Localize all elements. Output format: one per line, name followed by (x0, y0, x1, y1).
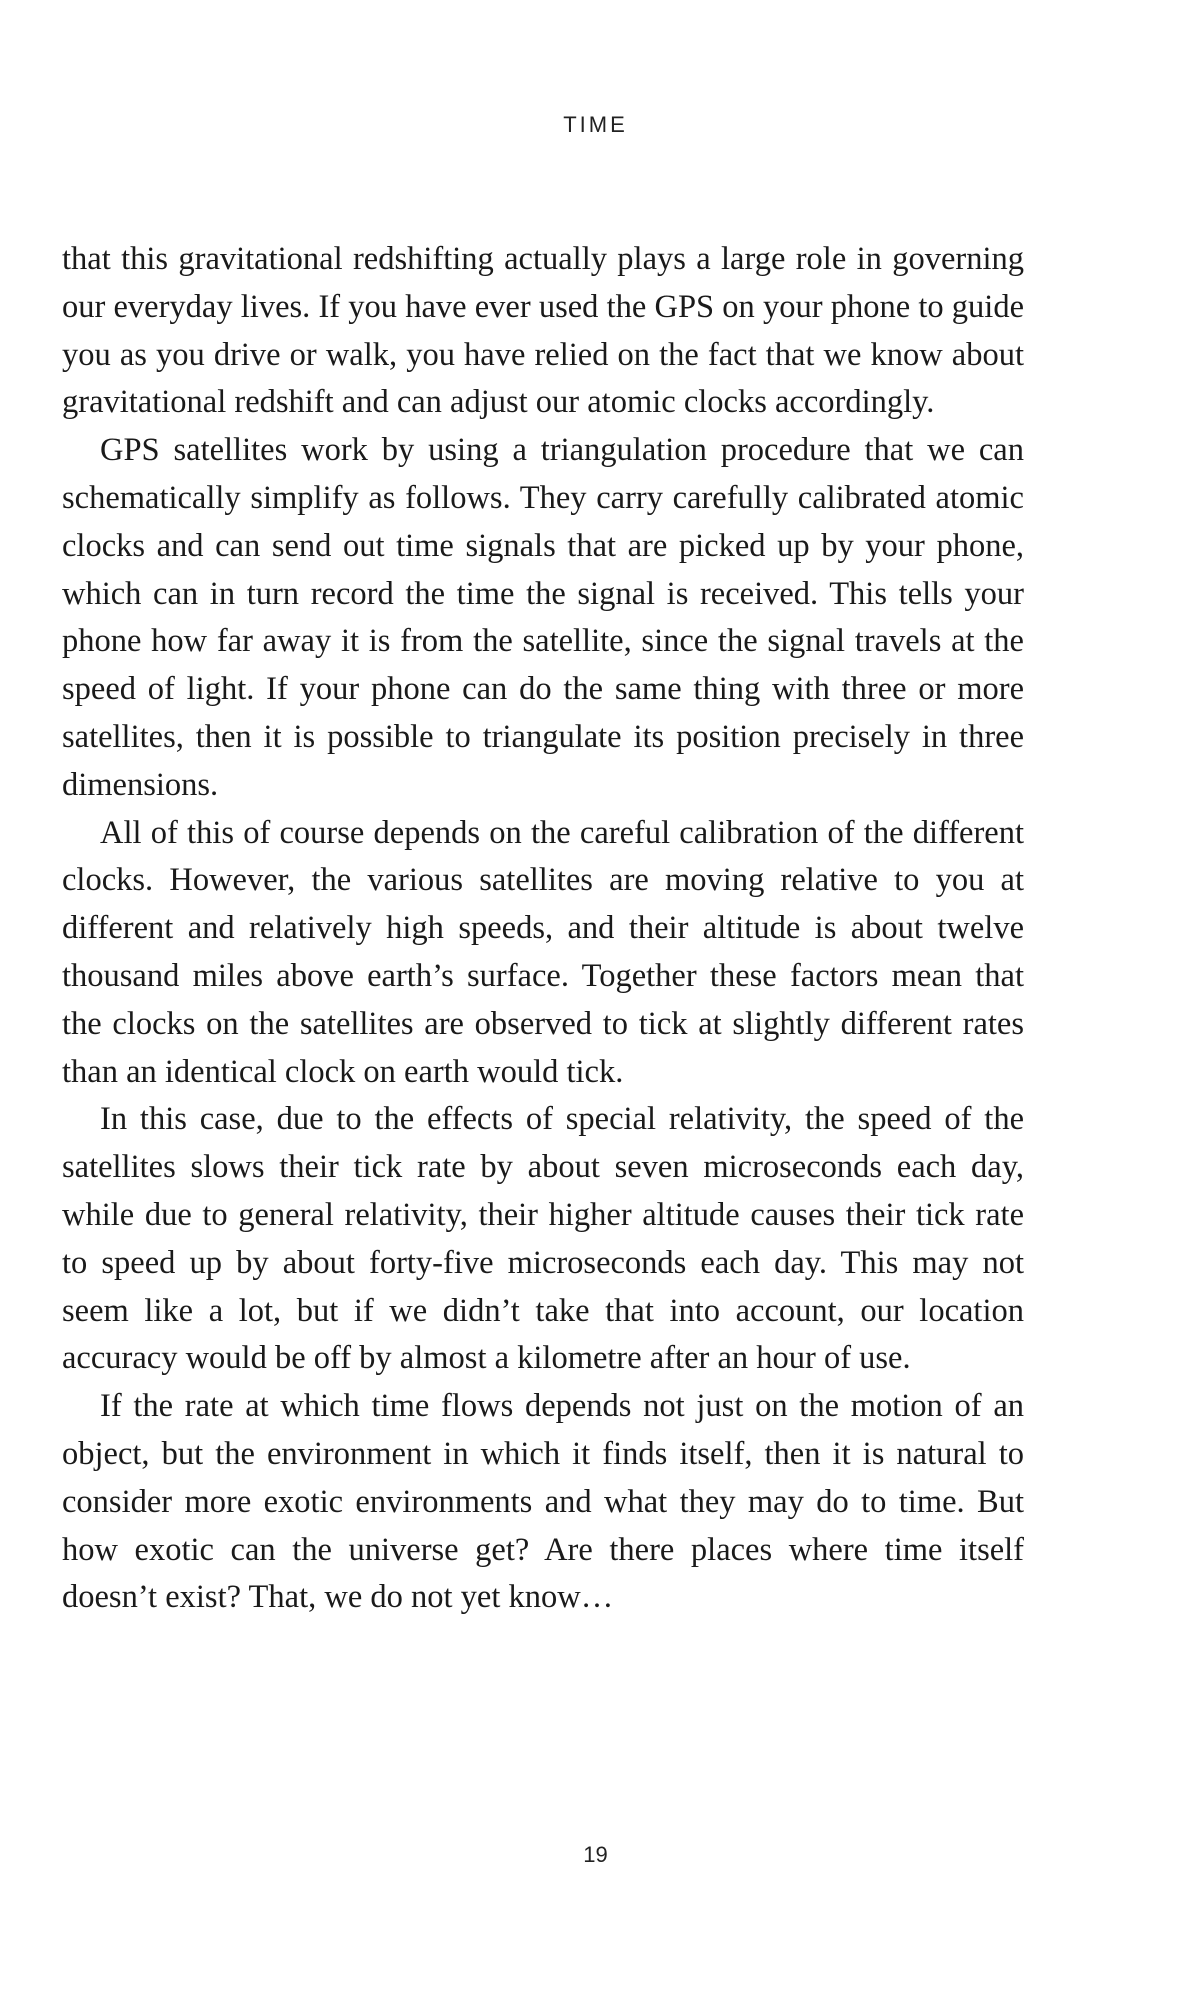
paragraph-gps-triangulation: GPS satellites work by using a triangulation procedure that we can schematically simplify as follows. They carry carefully calibrated atomic clocks and can send out time signals that are picked up by your phone, which can in turn record the time the signal is received. This tells your phone how far away it is from the satellite, since the signal travels at the speed of light. If your phone can do the same thing with three or more satellites, then it is possible to triangulate its position precisely in three dimensions. (62, 432, 1024, 803)
paragraph-exotic-environments: If the rate at which time flows depends not just on the motion of an object, but the environment in which it finds itself, then it is natural to consider more exotic environments and what they may do to time. But how exotic can the universe get? Are there places where time itself doesn’t exist? That, we do not yet know… (62, 1388, 1024, 1616)
running-head: TIME (563, 112, 628, 137)
page-number: 19 (583, 1842, 608, 1867)
paragraph-continuation: that this gravitational redshifting actually plays a large role in governing our everyday lives. If you have ever used the GPS on your phone to guide you as you drive or walk, you have relied on the fact that we know about gravitational redshift and can adjust our atomic clocks accordingly. (62, 241, 1024, 421)
paragraph-clock-calibration: All of this of course depends on the careful calibration of the different clocks. However, the various satellites are moving relative to you at different and relatively high speeds, and their altitude is about twelve thousand miles above earth’s surface. Together these factors mean that the clocks on the satellites are observed to tick at slightly different rates than an identical clock on earth would tick. (62, 814, 1024, 1090)
paragraph-relativity-effects: In this case, due to the effects of special relativity, the speed of the satellites slows their tick rate by about seven microseconds each day, while due to general relativity, their higher altitude causes their tick rate to speed up by about forty-five microseconds each day. This may not seem like a lot, but if we didn’t take that into account, our location accuracy would be off by almost a kilometre after an hour of use. (62, 1101, 1024, 1377)
body-text (62, 236, 1024, 1622)
